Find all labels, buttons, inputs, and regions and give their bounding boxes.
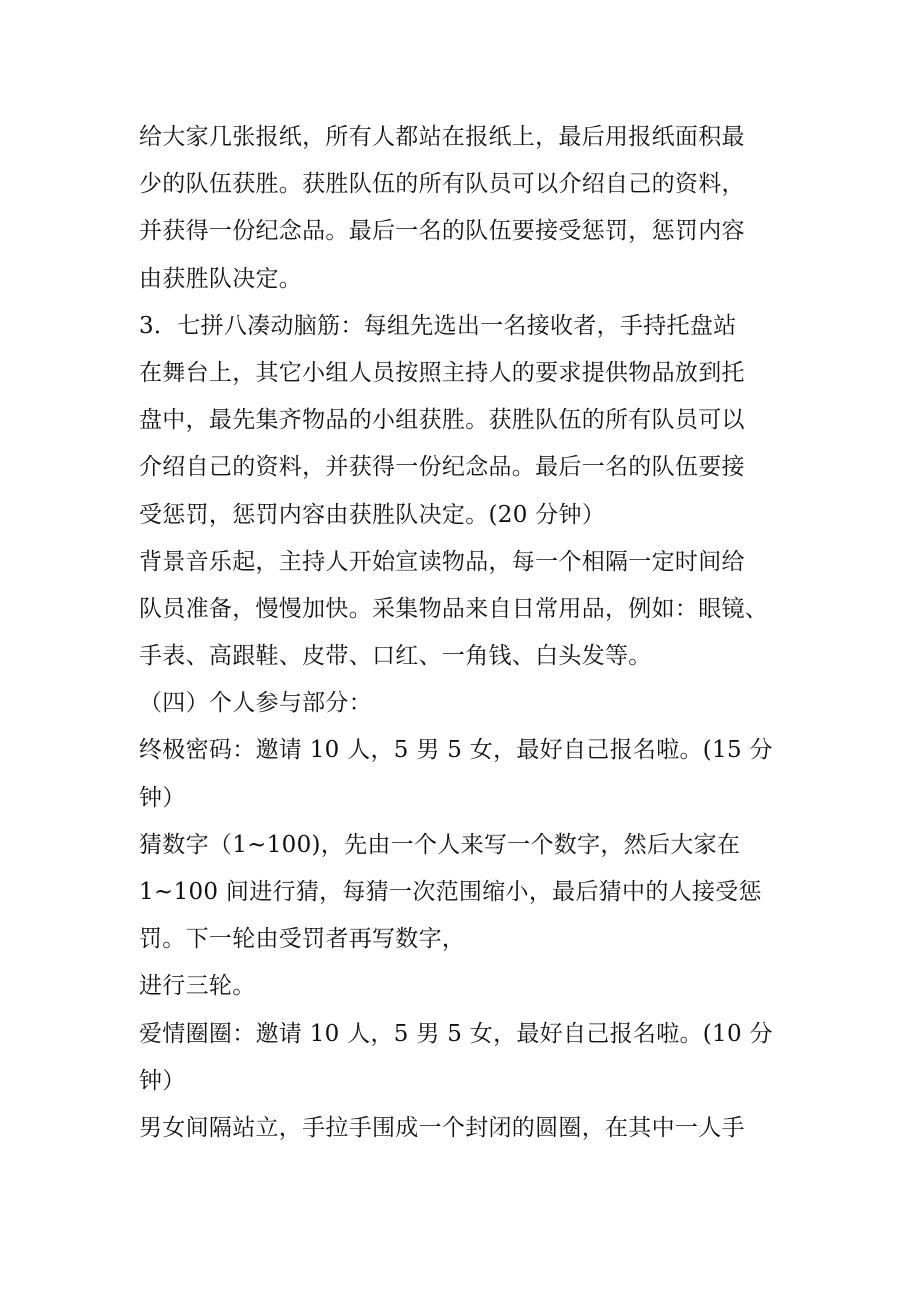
text-line: 由获胜队决定。 (139, 265, 303, 292)
text-line: 钟） (139, 1067, 186, 1094)
section-heading: （四）个人参与部分： (139, 690, 372, 717)
text-line: 在舞台上，其它小组人员按照主持人的要求提供物品放到托 (139, 359, 745, 386)
text-line: 并获得一份纪念品。最后一名的队伍要接受惩罚，惩罚内容 (139, 218, 745, 245)
text-line: 男女间隔站立，手拉手围成一个封闭的圆圈，在其中一人手 (139, 1114, 745, 1141)
document-body (139, 114, 789, 1152)
text-line: 手表、高跟鞋、皮带、口红、一角钱、白头发等。 (139, 643, 652, 670)
text-line: 1~100 间进行猜，每猜一次范围缩小，最后猜中的人接受惩 (139, 879, 762, 905)
text-line: 进行三轮。 (139, 973, 256, 1000)
text-line: 少的队伍获胜。获胜队伍的所有队员可以介绍自己的资料， (139, 171, 745, 198)
text-line: 盘中，最先集齐物品的小组获胜。获胜队伍的所有队员可以 (139, 407, 745, 434)
text-line: 罚。下一轮由受罚者再写数字， (139, 926, 466, 953)
text-line: 给大家几张报纸，所有人都站在报纸上，最后用报纸面积最 (139, 124, 745, 150)
text-line: 爱情圈圈：邀请 10 人，5 男 5 女，最好自己报名啦。(10 分 (139, 1020, 773, 1047)
text-line: 介绍自己的资料，并获得一份纪念品。最后一名的队伍要接 (139, 454, 745, 481)
text-line: 队员准备，慢慢加快。采集物品来自日常用品，例如：眼镜、 (139, 595, 769, 622)
text-line: 背景音乐起，主持人开始宣读物品，每一个相隔一定时间给 (139, 548, 745, 575)
text-line: 终极密码：邀请 10 人，5 男 5 女，最好自己报名啦。(15 分 (139, 737, 773, 764)
text-line: 钟） (139, 784, 186, 811)
text-line: 猜数字（1~100)，先由一个人来写一个数字，然后大家在 (139, 831, 741, 858)
text-line: 3．七拼八凑动脑筋：每组先选出一名接收者，手持托盘站 (139, 312, 737, 339)
text-line: 受惩罚，惩罚内容由获胜队决定。(20 分钟） (139, 501, 606, 528)
